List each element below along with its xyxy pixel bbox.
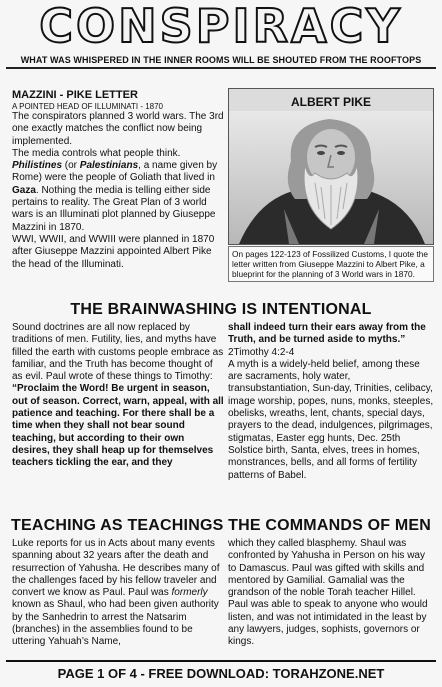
gaza-term: Gaza: [12, 184, 36, 196]
teachings-right-text: which they called blasphemy. Shaul was confronted by Yahusha in Person on his way to Damascus. Paul was gifted with skills and mentored by Gamilial. Gamalial was the grandson of the noble Torah teacher Hillel. Paul was able to speak to anyone who would listen, and was not intimidated in the least by any lawyers, judges, sophists, governors or kings.: [228, 538, 428, 648]
text-run: (or: [62, 160, 80, 172]
masthead-title: CONSPIRACY: [39, 0, 403, 53]
albert-pike-portrait: [228, 88, 434, 245]
text-run: Sound doctrines are all now replaced by traditions of men. Futility, lies, and myths have filled the earth with customs people embrace as familiar, and the Truth has become thought of as evil. Paul wrote of these things to Timothy:: [12, 322, 224, 383]
divider: [6, 67, 436, 69]
text-run: Luke reports for us in Acts about many events spanning about 32 years after the death and resurrection of Yahusha. He describes many of the challenges faced by his fellow traveler and convert we know as Paul. Paul was: [12, 538, 220, 599]
brainwashing-right-quote: [228, 322, 434, 359]
text-run: known as Shaul, who had been given authority by the Sanhedrin to arrest the Natsarim (branches) in the assemblies found to be uttering Yahuah’s Name,: [12, 599, 219, 648]
heading-teachings: TEACHING AS TEACHINGS THE COMMANDS OF MEN: [10, 517, 432, 534]
footer-download-link[interactable]: PAGE 1 OF 4 - FREE DOWNLOAD: TORAHZONE.NET: [6, 660, 436, 684]
mazzini-subtitle: A POINTED HEAD OF ILLUMINATI - 1870: [12, 102, 163, 111]
formerly-term: formerly: [171, 587, 208, 599]
scripture-quote-cont: shall indeed turn their ears away from the Truth, and be turned aside to myths.”: [228, 322, 426, 346]
brainwashing-right-column: [228, 322, 434, 482]
portrait-illustration: [229, 89, 433, 244]
heading-brainwashing: THE BRAINWASHING IS INTENTIONAL: [70, 301, 372, 318]
palestinians-term: Palestinians: [79, 160, 139, 172]
teachings-left-text: [12, 538, 224, 649]
scripture-reference: 2Timothy 4:2-4: [228, 346, 295, 358]
mazzini-paragraph-3: WWI, WWII, and WWIII were planned in 1870 after Giuseppe Mazzini appointed Albert Pike the head of the Illuminati.: [12, 233, 215, 270]
portrait-caption: On pages 122-123 of Fossilized Customs, I quote the letter written from Giuseppe Mazzini to Albert Pike, a blueprint for the planning of 3 World wars in 1870.: [228, 246, 434, 282]
brainwashing-left-column: [12, 322, 224, 470]
scripture-quote: “Proclaim the Word! Be urgent in season, out of season. Correct, warn, appeal, with all patience and teaching. For there shall be a time when they shall not bear sound teaching, but according to their own desires, they shall heap up for themselves teachers tickling the ear, and they: [12, 383, 224, 469]
mazzini-title: MAZZINI - PIKE LETTER: [12, 89, 138, 101]
mazzini-paragraph-2: [12, 148, 224, 234]
text-run: The media controls what people think.: [12, 147, 181, 159]
brainwashing-left-text: [12, 322, 224, 470]
philistines-term: Philistines: [12, 160, 63, 172]
tagline: WHAT WAS WHISPERED IN THE INNER ROOMS WILL BE SHOUTED FROM THE ROOFTOPS: [20, 55, 422, 65]
mazzini-article: [12, 111, 224, 271]
text-run: . Nothing the media is telling either side pertains to reality. The Great Plan of 3 world wars is an Illuminati plot planned by Giuseppe Mazzini in 1870.: [12, 184, 216, 233]
teachings-left-column: [12, 538, 224, 649]
mazzini-paragraph-1: The conspirators planned 3 world wars. The 3rd one exactly matches the conflict now being implemented.: [12, 111, 224, 147]
portrait-name: ALBERT PIKE: [290, 95, 371, 109]
text-run: , a name given by Rome) were the people of Goliath that lived in: [12, 160, 218, 184]
brainwashing-right-text: A myth is a widely-held belief, among these are sacraments, holy water, transubstantiation, Sun-day, Trinities, celibacy, image worship, popes, nuns, monks, steeples, obelisks, wreaths, lent, chants, special days, prayers to the dead, indulgences, pilgrimages, stigmatas, Easter egg hunts, Dec. 25th Solstice birth, Santa, elves, trees in homes, monstrances, bells, and all forms of fertility patterns of Babel.: [228, 358, 434, 481]
teachings-right-column: [228, 538, 434, 649]
